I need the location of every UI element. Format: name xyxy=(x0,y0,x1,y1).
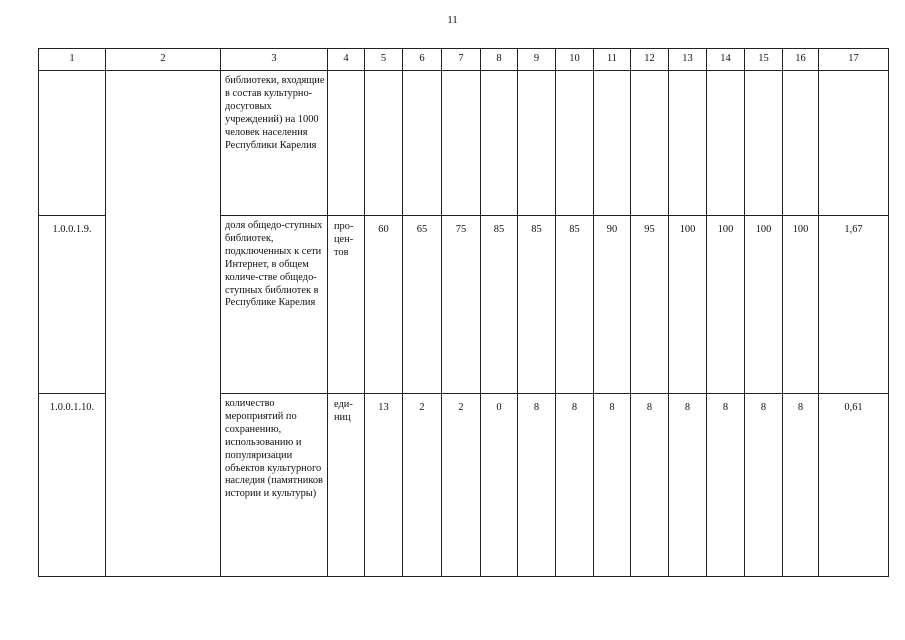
last-value-cell: 0,61 xyxy=(819,394,889,577)
header-cell: 13 xyxy=(669,49,707,71)
value-cell: 85 xyxy=(481,216,518,394)
value-cell: 85 xyxy=(556,216,594,394)
value-cell: 95 xyxy=(631,216,669,394)
header-cell: 9 xyxy=(518,49,556,71)
last-value-cell: 1,67 xyxy=(819,216,889,394)
value-cell: 8 xyxy=(783,394,819,577)
value-cell: 100 xyxy=(745,216,783,394)
row-code xyxy=(39,71,106,216)
indicator-name: количество мероприятий по сохранению, использованию и популяризации объектов культурного наследия (памятников истории и культуры) xyxy=(221,394,328,577)
value-cell xyxy=(631,71,669,216)
value-cell: 85 xyxy=(518,216,556,394)
value-cell xyxy=(707,71,745,216)
header-row xyxy=(39,49,889,71)
header-cell: 5 xyxy=(365,49,403,71)
value-cell xyxy=(669,71,707,216)
header-cell: 14 xyxy=(707,49,745,71)
value-cell: 2 xyxy=(442,394,481,577)
value-cell: 13 xyxy=(365,394,403,577)
indicator-table xyxy=(38,48,889,577)
value-cell: 8 xyxy=(594,394,631,577)
value-cell xyxy=(783,71,819,216)
value-cell: 100 xyxy=(783,216,819,394)
value-cell xyxy=(403,71,442,216)
value-cell: 8 xyxy=(556,394,594,577)
header-cell: 6 xyxy=(403,49,442,71)
unit-cell xyxy=(328,71,365,216)
value-cell xyxy=(556,71,594,216)
value-cell: 8 xyxy=(518,394,556,577)
header-cell: 1 xyxy=(39,49,106,71)
value-cell: 8 xyxy=(669,394,707,577)
value-cell xyxy=(594,71,631,216)
value-cell: 8 xyxy=(707,394,745,577)
value-cell: 65 xyxy=(403,216,442,394)
value-cell xyxy=(745,71,783,216)
header-cell: 3 xyxy=(221,49,328,71)
header-cell: 15 xyxy=(745,49,783,71)
row-code: 1.0.0.1.10. xyxy=(39,394,106,577)
value-cell xyxy=(365,71,403,216)
value-cell: 60 xyxy=(365,216,403,394)
program-cell xyxy=(106,71,221,577)
header-cell: 4 xyxy=(328,49,365,71)
value-cell xyxy=(442,71,481,216)
header-cell: 12 xyxy=(631,49,669,71)
header-cell: 7 xyxy=(442,49,481,71)
value-cell xyxy=(481,71,518,216)
header-cell: 10 xyxy=(556,49,594,71)
value-cell xyxy=(518,71,556,216)
header-cell: 8 xyxy=(481,49,518,71)
value-cell: 8 xyxy=(745,394,783,577)
value-cell: 0 xyxy=(481,394,518,577)
header-cell: 2 xyxy=(106,49,221,71)
value-cell: 90 xyxy=(594,216,631,394)
value-cell: 100 xyxy=(669,216,707,394)
last-value-cell xyxy=(819,71,889,216)
unit-cell: еди-ниц xyxy=(328,394,365,577)
indicator-name: доля общедо-ступных библиотек, подключенных к сети Интернет, в общем количе-стве общедо-ступных библиотек в Республике Карелия xyxy=(221,216,328,394)
table-row xyxy=(39,71,889,216)
value-cell: 75 xyxy=(442,216,481,394)
value-cell: 2 xyxy=(403,394,442,577)
row-code: 1.0.0.1.9. xyxy=(39,216,106,394)
page-number: 11 xyxy=(447,14,458,26)
indicator-name: библиотеки, входящие в состав культурно-досуговых учреждений) на 1000 человек населения Республики Карелия xyxy=(221,71,328,216)
value-cell: 8 xyxy=(631,394,669,577)
header-cell: 16 xyxy=(783,49,819,71)
unit-cell: про-цен-тов xyxy=(328,216,365,394)
value-cell: 100 xyxy=(707,216,745,394)
header-cell: 11 xyxy=(594,49,631,71)
header-cell: 17 xyxy=(819,49,889,71)
